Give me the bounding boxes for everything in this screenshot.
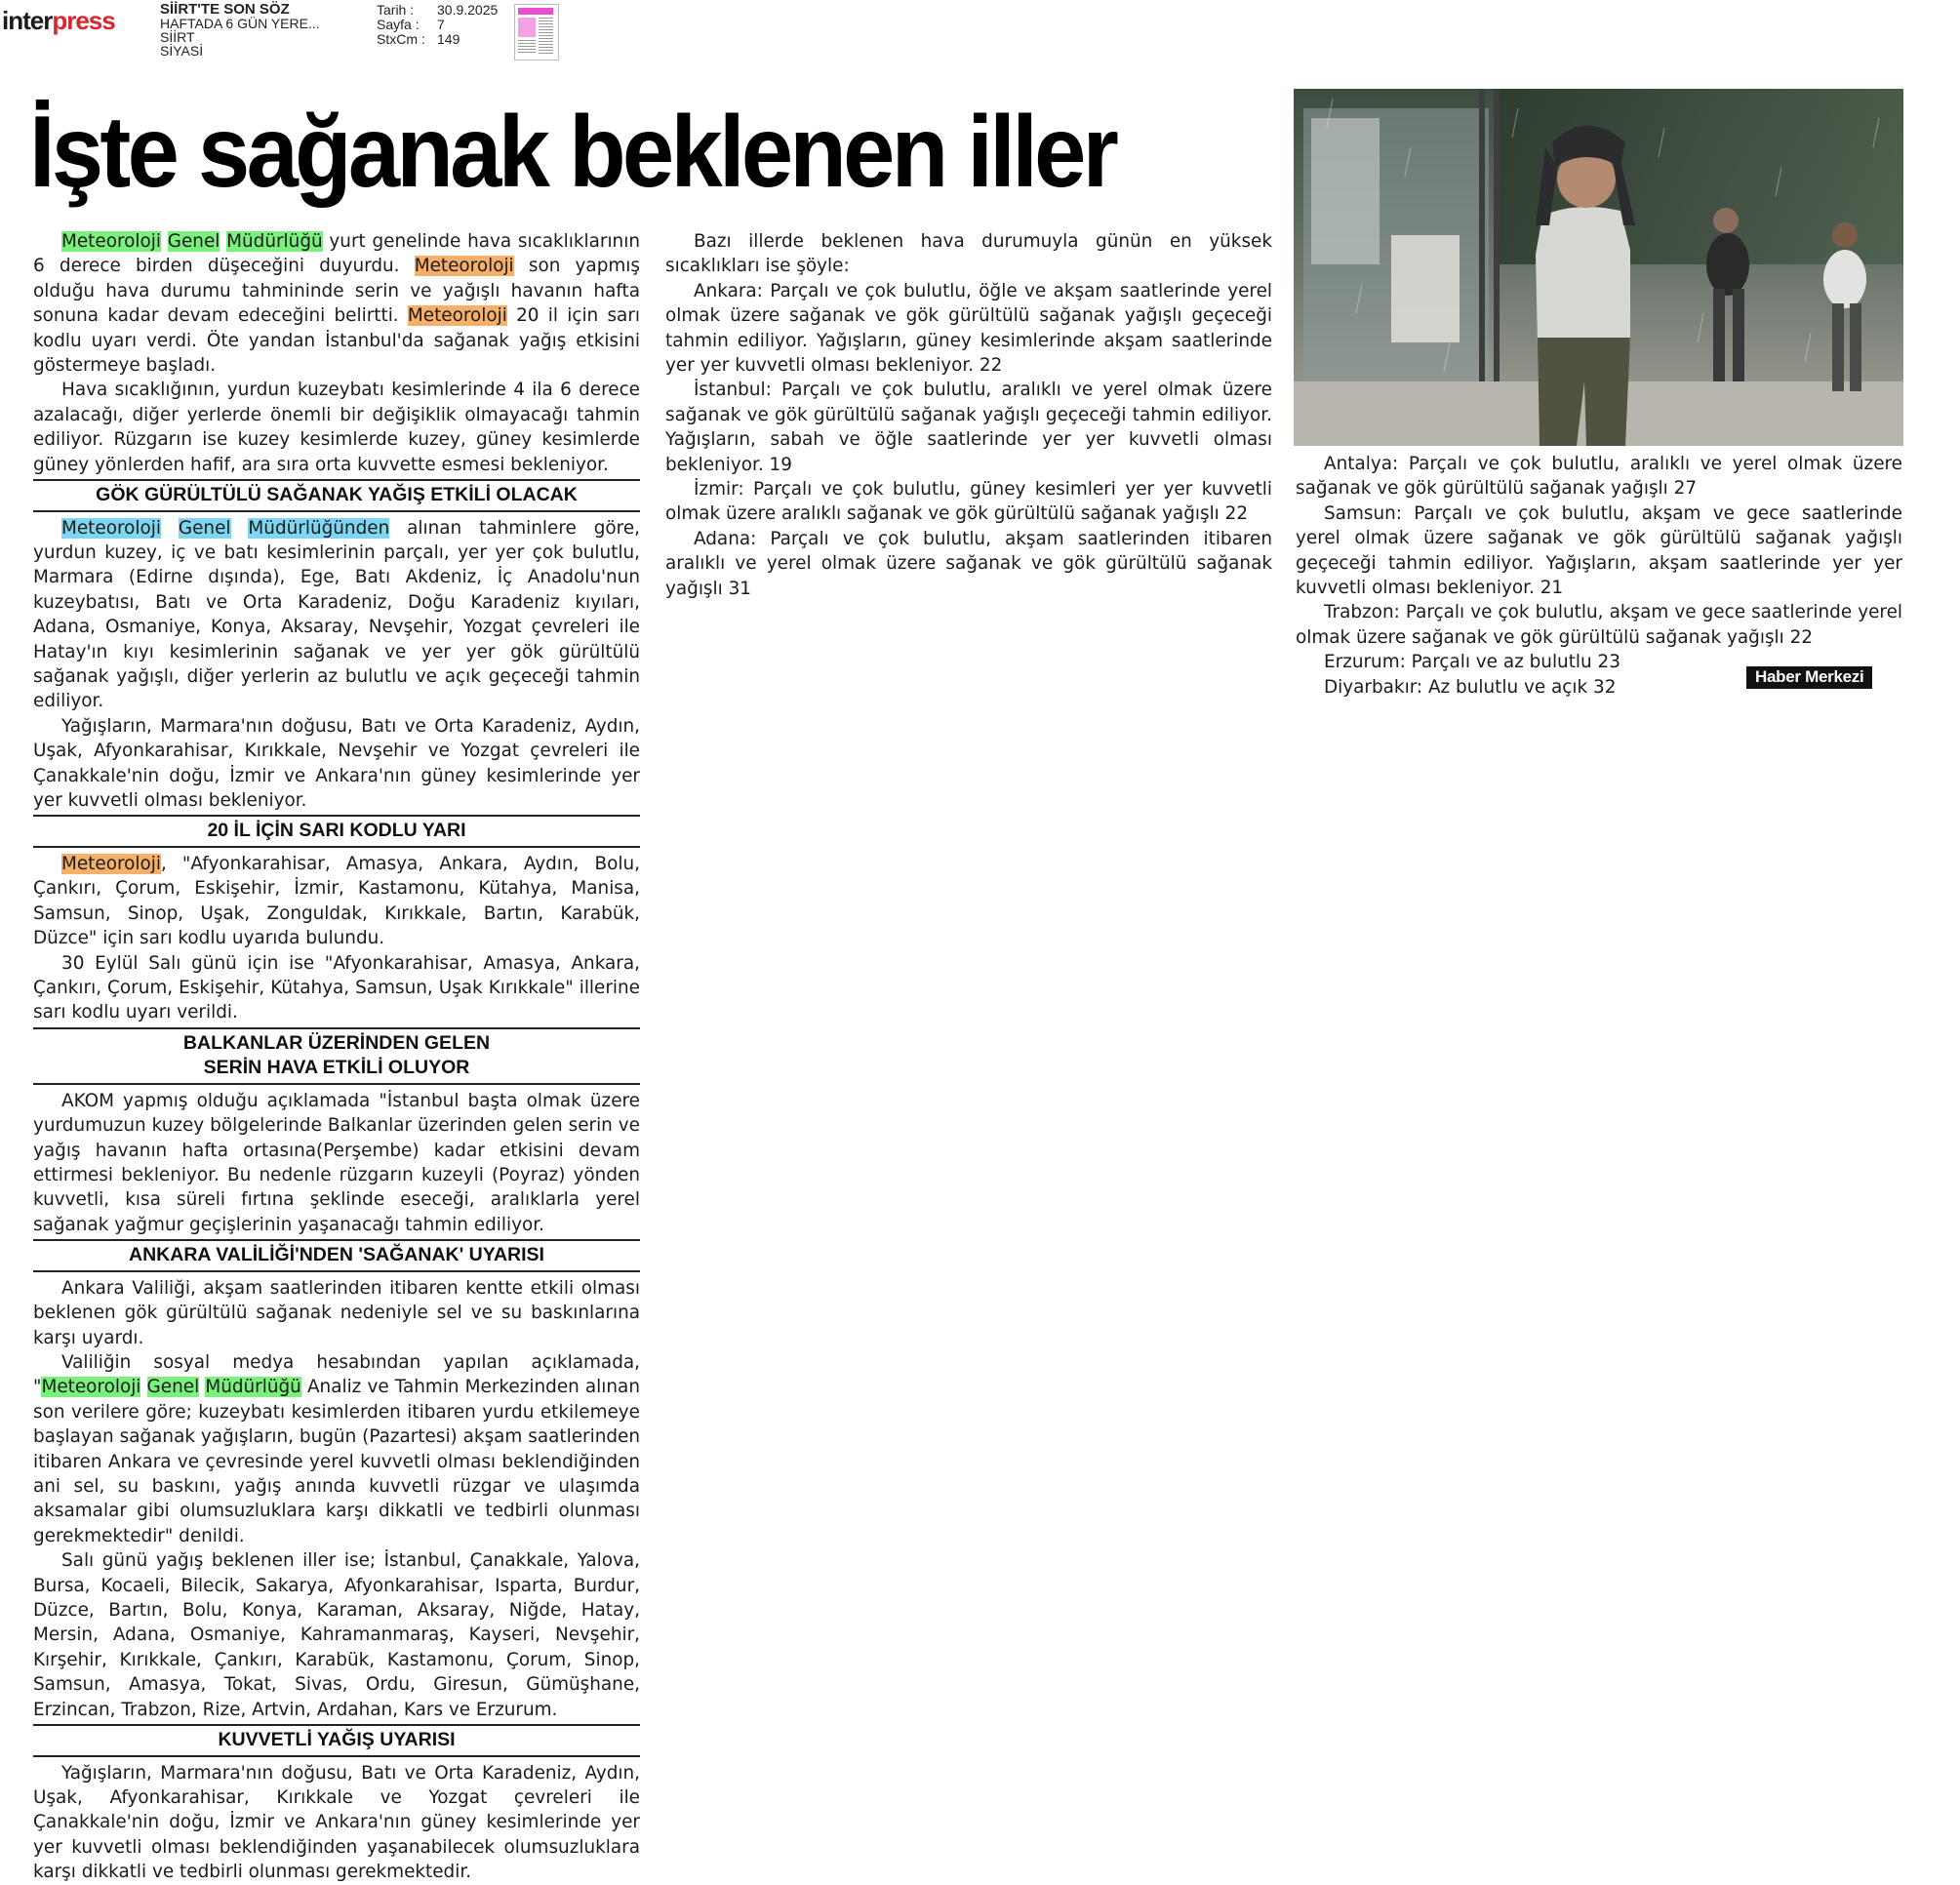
article-paragraph: Bazı illerde beklenen hava durumuyla günün en yüksek sıcaklıkları ise şöyle: — [665, 231, 1272, 277]
page-value: 7 — [437, 17, 445, 32]
article-paragraph: Ankara: Parçalı ve çok bulutlu, öğle ve akşam saatlerinde yerel olmak üzere sağanak ve gök gürültülü sağanak yağışlı geçeceği tahmin ediliyor. Yağışların, güney kesimlerinde akşam saatlerinde yer yer kuvvetli olması bekleniyor. 22 — [665, 280, 1272, 377]
subheading: ANKARA VALİLİĞİ'NDEN 'SAĞANAK' UYARISI — [33, 1239, 640, 1272]
article-paragraph: Meteoroloji Genel Müdürlüğünden alınan tahminlere göre, yurdun kuzey, iç ve batı kesimlerinin parçalı, yer yer çok bulutlu, Marmara (Edirne dışında), Ege, Batı Akdeniz, İç Anadolu'nun kuzeybatısı, Batı ve Orta Karadeniz, Doğu Karadeniz kıyıları, Adana, Osmaniye, Konya, Aksaray, Nevşehir, Yozgat çevreleri ile Hatay'ın kıyı kesimlerinin sağanak ve yer yer gök gürültülü sağanak yağışlı, diğer yerlerin az bulutlu ve açık geçeceği tahmin ediliyor. — [33, 517, 640, 712]
publication-category: SİYASİ — [160, 43, 204, 59]
article-paragraph: Yağışların, Marmara'nın doğusu, Batı ve Orta Karadeniz, Aydın, Uşak, Afyonkarahisar, Kırıkkale ve Yozgat çevreleri ile Çanakkale'nin doğu, İzmir ve Ankara'nın güney kesimlerinde yer yer kuvvetli olması beklendiğinden yaşanabilecek olumsuzluklara karşı dikkatli ve tedbirli olunması gerekmektedir. — [33, 1762, 640, 1883]
article-paragraph: Samsun: Parçalı ve çok bulutlu, akşam ve gece saatlerinde yerel olmak üzere sağanak ve gök gürültülü sağanak yağışlı geçeceği tahmin ediliyor. Yağışların, akşam saatlerinde yer yer kuvvetli olması bekleniyor. 21 — [1296, 502, 1902, 599]
subheading: GÖK GÜRÜLTÜLÜ SAĞANAK YAĞIŞ ETKİLİ OLACAK — [33, 479, 640, 512]
article-paragraph: Valiliğin sosyal medya hesabından yapılan açıklamada, "Meteoroloji Genel Müdürlüğü Analiz ve Tahmin Merkezinden alınan son verilere göre; kuzeybatı kesimlerden itibaren yurdu etkilemeye başlayan sağanak yağışların, bugün (Pazartesi) akşam saatlerinden itibaren Ankara ve çevresinde yerel kuvvetli olması beklendiğinden ani sel, su baskını, yağış anında kuvvetli rüzgar ve ulaşımda aksamalar gibi olumsuzluklara karşı dikkatli ve tedbirli olunması gerekmektedir" denildi. — [33, 1351, 640, 1546]
article-paragraph: Meteoroloji Genel Müdürlüğü yurt genelinde hava sıcaklıklarının 6 derece birden düşeceğini duyurdu. Meteoroloji son yapmış olduğu hava durumu tahmininde serin ve yağışlı havanın hafta sonuna kadar devam edeceğini belirtti. Meteoroloji 20 il için sarı kodlu uyarı verdi. Öte yandan İstanbul'da sağanak yağış etkisini göstermeye başladı. — [33, 231, 640, 377]
article-paragraph: Adana: Parçalı ve çok bulutlu, akşam saatlerinden itibaren aralıklı ve yerel olmak üzere sağanak ve gök gürültülü sağanak yağışlı 31 — [665, 528, 1272, 599]
publication-frequency: HAFTADA 6 GÜN YERE... — [160, 16, 320, 31]
publication-name: SİİRT'TE SON SÖZ — [160, 1, 290, 18]
article-paragraph: Yağışların, Marmara'nın doğusu, Batı ve Orta Karadeniz, Aydın, Uşak, Afyonkarahisar, Kırıkkale, Nevşehir ve Yozgat çevreleri ile Çanakkale'nin doğu, İzmir ve Ankara'nın güney kesimlerinde yer yer kuvvetli olması bekleniyor. — [33, 715, 640, 812]
page-label: Sayfa : — [377, 17, 420, 32]
subheading: 20 İL İÇİN SARI KODLU YARI — [33, 815, 640, 848]
article-paragraph: İzmir: Parçalı ve çok bulutlu, güney kesimleri yer yer kuvvetli olmak üzere aralıklı sağanak ve gök gürültülü sağanak yağışlı 22 — [665, 479, 1272, 525]
interpress-logo — [2, 6, 115, 36]
subheading: KUVVETLİ YAĞIŞ UYARISI — [33, 1724, 640, 1757]
article-paragraph: Ankara Valiliği, akşam saatlerinden itibaren kentte etkili olması beklenen gök gürültülü sağanak nedeniyle sel ve su baskınlarına karşı uyardı. — [33, 1277, 640, 1348]
clipping-meta — [377, 3, 498, 47]
article-paragraph: AKOM yapmış olduğu açıklamada "İstanbul başta olmak üzere yurdumuzun kuzey bölgelerinde Balkanlar üzerinden gelen serin ve yağış havanın hafta ortasına(Perşembe) kadar etkisini devam ettirmesi bekleniyor. Bu nedenle rüzgarın kuzeyli (Poyraz) yönden kuvvetli, kısa süreli fırtına şeklinde eseceği, aralıklarla yerel sağanak yağmur geçişlerinin yaşanacağı tahmin ediliyor. — [33, 1090, 640, 1235]
publication-city: SİİRT — [160, 29, 195, 45]
stxcm-value: 149 — [437, 31, 460, 47]
date-label: Tarih : — [377, 2, 415, 18]
article-paragraph: Trabzon: Parçalı ve çok bulutlu, akşam ve gece saatlerinde yerel olmak üzere sağanak ve gök gürültülü sağanak yağışlı 22 — [1296, 602, 1902, 648]
article-paragraph: Erzurum: Parçalı ve az bulutlu 23 — [1324, 652, 1620, 673]
article-column-2 — [665, 229, 1272, 601]
article-paragraph: Meteoroloji, "Afyonkarahisar, Amasya, Ankara, Aydın, Bolu, Çankırı, Çorum, Eskişehir, İzmir, Kastamonu, Kütahya, Manisa, Samsun, Sinop, Uşak, Zonguldak, Kırıkkale, Bartın, Karabük, Düzce" için sarı kodlu uyarıda bulundu. — [33, 853, 640, 949]
headline: İşte sağanak beklenen iller — [29, 96, 1116, 209]
article-paragraph: Hava sıcaklığının, yurdun kuzeybatı kesimlerinde 4 ila 6 derece azalacağı, diğer yerlerde önemli bir değişiklik olmayacağı tahmin ediliyor. Rüzgarın ise kuzey kesimlerde kuzey, güney kesimlerde güney yönlerden hafif, ara sıra orta kuvvette esmesi bekleniyor. — [33, 380, 640, 475]
logo-main: inter — [2, 6, 53, 35]
article-paragraph: 30 Eylül Salı günü için ise "Afyonkarahisar, Amasya, Ankara, Çankırı, Çorum, Eskişehir, Kütahya, Samsun, Uşak Kırıkkale" illerine sarı kodlu uyarı verildi. — [33, 952, 640, 1023]
rain-street-photo — [1294, 89, 1903, 446]
news-photo — [1294, 89, 1903, 446]
byline-badge: Haber Merkezi — [1746, 666, 1872, 689]
logo-accent: press — [52, 6, 115, 35]
subheading: BALKANLAR ÜZERİNDEN GELEN SERİN HAVA ETKİLİ OLUYOR — [33, 1027, 640, 1085]
article-paragraph: İstanbul: Parçalı ve çok bulutlu, aralıklı ve yerel olmak üzere sağanak ve gök gürültülü sağanak yağışlı geçeceği tahmin ediliyor. Yağışların, sabah ve öğle saatlerinde yer yer kuvvetli olması bekleniyor. 19 — [665, 380, 1272, 475]
article-paragraph: Salı günü yağış beklenen iller ise; İstanbul, Çanakkale, Yalova, Bursa, Kocaeli, Bilecik, Sakarya, Afyonkarahisar, Isparta, Burdur, Düzce, Bartın, Bolu, Konya, Karaman, Aksaray, Niğde, Hatay, Mersin, Adana, Osmaniye, Kahramanmaraş, Kayseri, Nevşehir, Kırşehir, Kırıkkale, Çankırı, Karabük, Kastamonu, Çorum, Sinop, Samsun, Amasya, Tokat, Sivas, Ordu, Giresun, Gümüşhane, Erzincan, Trabzon, Rize, Artvin, Ardahan, Kars ve Erzurum. — [33, 1550, 640, 1720]
article-column-3 — [1296, 452, 1902, 700]
publication-info — [160, 3, 320, 58]
article-paragraph: Diyarbakır: Az bulutlu ve açık 32 — [1324, 676, 1617, 698]
date-value: 30.9.2025 — [437, 2, 499, 18]
article-column-1 — [33, 229, 640, 1885]
article-paragraph: Antalya: Parçalı ve çok bulutlu, aralıklı ve yerel olmak üzere sağanak ve gök gürültülü sağanak yağışlı 27 — [1296, 454, 1902, 500]
clipping-header — [0, 0, 585, 68]
page-thumbnail[interactable] — [514, 4, 559, 60]
stxcm-label: StxCm : — [377, 31, 425, 47]
